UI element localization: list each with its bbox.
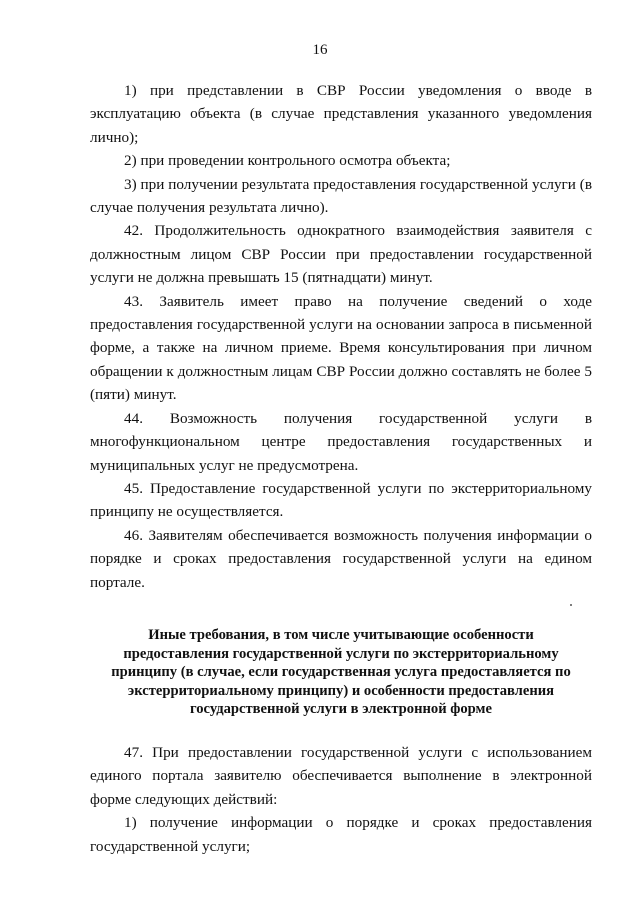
paragraph-47: 47. При предоставлении государственной услуги с использованием единого портала заявителю обеспечивается выполнение в электронной форме следующих действий: — [90, 743, 592, 808]
paragraph-44: 44. Возможность получения государственной услуги в многофункциональном центре предоставления государственных и муниципальных услуг не предусмотрена. — [90, 409, 592, 474]
document-body — [90, 79, 592, 858]
paragraph-45: 45. Предоставление государственной услуги по экстерриториальному принципу не осуществляется. — [90, 479, 592, 521]
paragraph-42: 42. Продолжительность однократного взаимодействия заявителя с должностным лицом СВР России при предоставлении государственной услуги не должна превышать 15 (пятнадцати) минут. — [90, 222, 592, 287]
paragraph-item-1: 1) при представлении в СВР России уведомления о вводе в эксплуатацию объекта (в случае представления указанного уведомления лично); — [90, 82, 592, 146]
paragraph-47-item-1: 1) получение информации о порядке и сроках предоставления государственной услуги; — [90, 814, 592, 855]
paragraph-item-2: 2) при проведении контрольного осмотра объекта; — [124, 152, 451, 170]
page-number: 16 — [312, 42, 328, 58]
section-heading: Иные требования, в том числе учитывающие особенности предоставления государственной услуги по экстерриториальному принципу (в случае, если государственная услуга предоставляется по экстерриториальному принципу) и особенности предоставления государственной услуги в электронной форме — [111, 626, 571, 718]
paragraph-46: 46. Заявителям обеспечивается возможность получения информации о порядке и сроках предоставления государственной услуги на едином портале. — [90, 526, 592, 591]
paragraph-item-3: 3) при получении результата предоставления государственной услуги (в случае получения результата лично). — [90, 175, 592, 217]
paragraph-43: 43. Заявитель имеет право на получение сведений о ходе предоставления государственной услуги на основании запроса в письменной форме, а также на личном приеме. Время консультирования при личном обращении к должностным лицам СВР России должно составлять не более 5 (пяти) минут. — [90, 292, 592, 404]
scan-speck — [570, 604, 572, 606]
